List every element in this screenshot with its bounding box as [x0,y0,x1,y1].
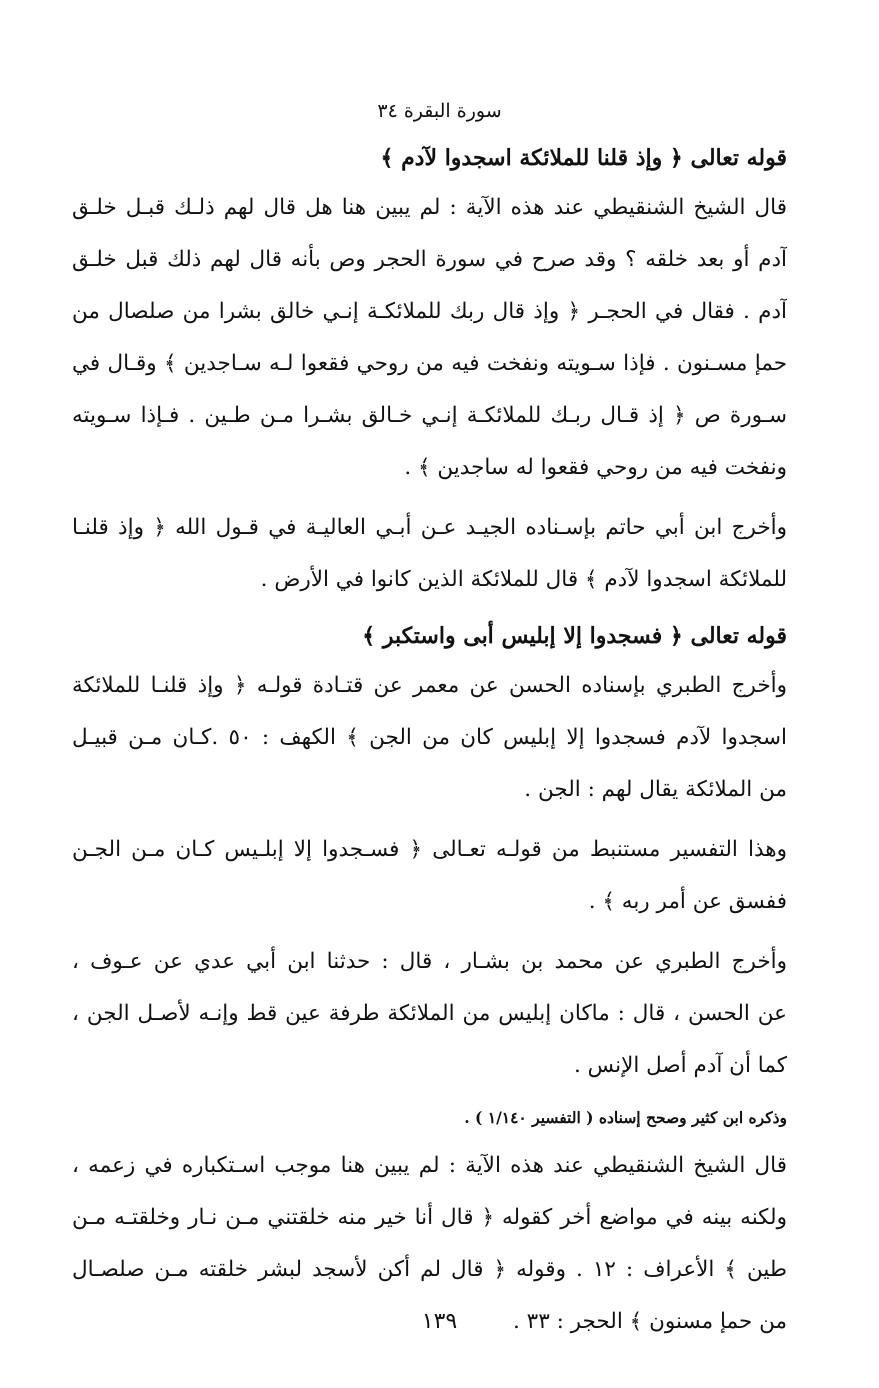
text-line: من الملائكة يقال لهم : الجن . [524,777,787,802]
text-line: ونفخت فيه من روحي فقعوا له ساجدين ﴾ . [404,455,787,480]
text-line: قال الشيخ الشنقيطي عند هذه الآية : لم يبين هنا موجب اسـتكباره في زعمه ، [72,1153,787,1178]
text-line: آدم أو بعد خلقه ؟ وقد صرح في سورة الحجر وص بأنه قال لهم ذلك قبل خلـق [72,247,787,272]
text-line: قال الشيخ الشنقيطي عند هذه الآية : لم يبين هنا هل قال لهم ذلـك قبـل خلـق [72,195,787,220]
text-line: اسجدوا لآدم فسجدوا إلا إبليس كان من الجن ﴾ الكهف : ٥٠ .كـان مـن قبيـل [72,725,787,750]
section-heading-2: قوله تعالى ﴿ فسجدوا إلا إبليس أبى واستكبر ﴾ [362,623,787,649]
paragraph-shanqiti-1 [72,182,787,494]
text-line: للملائكة اسجدوا لآدم ﴾ قال للملائكة الذين كانوا في الأرض . [260,567,787,592]
text-line: ففسق عن أمر ربه ﴾ . [588,889,787,914]
text-line: من حمإ مسنون ﴾ الحجر : ٣٣ . [512,1309,787,1334]
paragraph-tabari-2 [72,936,787,1092]
text-line: طين ﴾ الأعراف : ١٢ . وقوله ﴿ قال لم أكن لأسجد لبشر خلقته مـن صلصـال [72,1257,787,1282]
paragraph-tafsir-note [72,824,787,928]
citation-note: وذكره ابن كثير وصحح إسناده ( التفسير ١/١٤٠ ) . [464,1108,787,1127]
text-line: عن الحسن ، قال : ماكان إبليس من الملائكة طرفة عين قط وإنـه لأصـل الجن ، [72,1001,787,1026]
section-heading-1: قوله تعالى ﴿ وإذ قلنا للملائكة اسجدوا لآدم ﴾ [380,145,787,171]
running-head: سورة البقرة ٣٤ [377,100,502,122]
page-number: ١٣٩ [421,1309,458,1334]
text-line: وأخرج ابن أبي حاتم بإسـناده الجيـد عـن أبـي العاليـة في قـول الله ﴿ وإذ قلنـا [72,515,787,540]
text-line: وأخرج الطبري بإسناده الحسن عن معمر عن قتـادة قولـه ﴿ وإذ قلنـا للملائكة [72,673,787,698]
text-line: آدم . فقال في الحجـر ﴿ وإذ قال ربك للملائكـة إنـي خالق بشرا من صلصال من [72,299,787,324]
text-line: كما أن آدم أصل الإنس . [574,1053,787,1078]
paragraph-ibn-abi-hatim [72,502,787,606]
paragraph-tabari-1 [72,660,787,816]
text-line: ولكنه بينه في مواضع أخر كقوله ﴿ قال أنا خير منه خلقتني مـن نـار وخلقتـه مـن [72,1205,787,1230]
text-line: حمإ مسـنون . فإذا سـويته ونفخت فيه من روحي فقعوا لـه سـاجدين ﴾ وقـال في [72,351,787,376]
text-line: سـورة ص ﴿ إذ قـال ربـك للملائكـة إنـي خـالق بشـرا مـن طـين . فـإذا سـويته [72,403,787,428]
body-text [72,136,787,1356]
text-line: وهذا التفسير مستنبط من قولـه تعـالى ﴿ فسـجدوا إلا إبلـيس كـان مـن الجـن [72,837,787,862]
text-line: وأخرج الطبري عن محمد بن بشـار ، قال : حدثنا ابن أبي عدي عن عـوف ، [72,949,787,974]
